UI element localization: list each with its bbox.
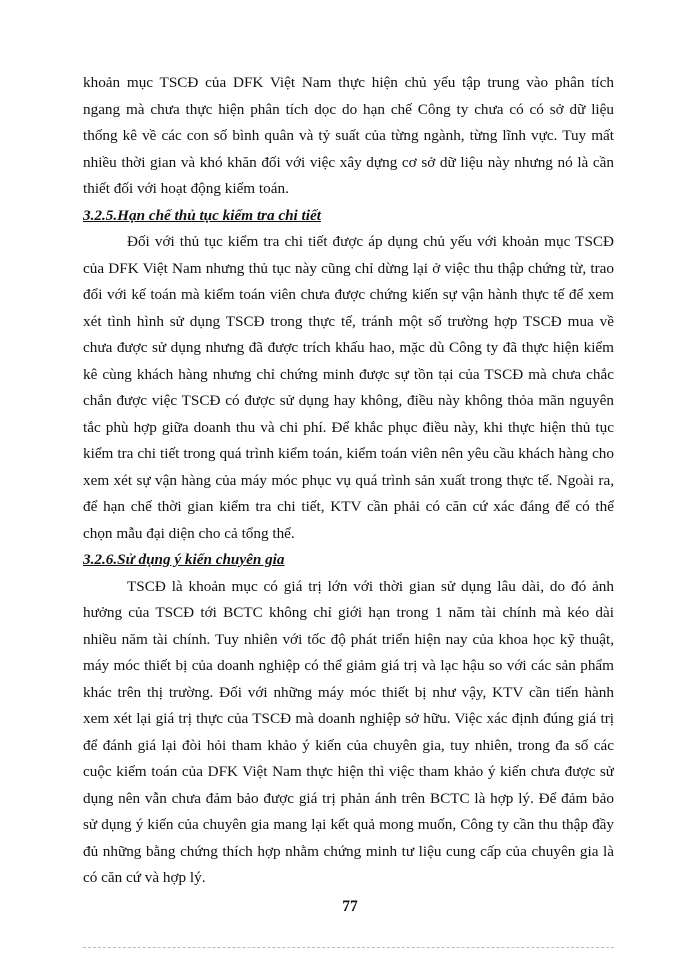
- section-heading-3-2-5: 3.2.5.Hạn chế thủ tục kiểm tra chi tiết: [83, 206, 321, 224]
- paragraph-line: đổi với kế toán mà kiểm toán viên chưa được chứng kiến sự vận hành thực tế để xem: [83, 286, 614, 303]
- section-3-2-6-paragraph: [83, 574, 614, 892]
- section-heading-3-2-6: 3.2.6.Sử dụng ý kiến chuyên gia: [83, 551, 285, 568]
- paragraph-line: kê cùng khách hàng nhưng chỉ chứng minh được sự tồn tại của TSCĐ mà chưa chắc: [83, 365, 614, 383]
- paragraph-line: có căn cứ và hợp lý.: [83, 869, 206, 886]
- paragraph-line: thống kê về các con số bình quân và tỷ suất của từng ngành, từng lĩnh vực. Tuy mất: [83, 127, 614, 144]
- paragraph-line: xem xét lại giá trị thực của TSCĐ mà doanh nghiệp sở hữu. Việc xác định đúng giá trị: [83, 710, 614, 727]
- paragraph-line: máy móc thiết bị của doanh nghiệp có thể giảm giá trị và lạc hậu so với các sản phẩm: [83, 657, 614, 674]
- paragraph-line: Đối với thủ tục kiểm tra chi tiết được áp dụng chủ yếu với khoản mục TSCĐ: [127, 233, 614, 250]
- paragraph-line: nhiều năm tài chính. Tuy nhiên với tốc độ phát triển hiện nay của khoa học kỹ thuật,: [83, 630, 614, 648]
- paragraph-line: khác trên thị trường. Đối với những máy móc thiết bị như vậy, KTV cần tiến hành: [83, 683, 614, 701]
- paragraph-line: khoản mục TSCĐ của DFK Việt Nam thực hiện chủ yếu tập trung vào phân tích: [83, 74, 614, 91]
- paragraph-line: kiểm tra chi tiết trong quá trình kiểm toán, kiểm toán viên nên yêu cầu khách hàng cho: [83, 445, 614, 462]
- paragraph-line: thiết đối với hoạt động kiểm toán.: [83, 180, 289, 197]
- paragraph-line: chưa được sử dụng nhưng đã được trích khấu hao, mặc dù Công ty đã thực hiện kiểm: [83, 339, 614, 356]
- paragraph-line: xét tình hình sử dụng TSCĐ trong thực tế, tránh một số trường hợp TSCĐ mua về: [83, 312, 614, 330]
- section-3-2-5-paragraph: [83, 229, 614, 547]
- intro-paragraph: [83, 70, 614, 203]
- paragraph-line: của DFK Việt Nam nhưng thủ tục này cũng chỉ dừng lại ở việc thu thập chứng từ, trao: [83, 259, 614, 277]
- page-number: 77: [342, 898, 358, 915]
- paragraph-line: tắc phù hợp giữa doanh thu và chi phí. Để khắc phục điều này, khi thực hiện thủ tục: [83, 418, 614, 436]
- paragraph-line: chắn được việc TSCĐ có được sử dụng hay không, điều này không thỏa mãn nguyên: [83, 392, 614, 409]
- paragraph-line: để đánh giá lại đòi hỏi tham khảo ý kiến của chuyên gia, tuy nhiên, trong đa số các: [83, 736, 614, 754]
- paragraph-line: cuộc kiểm toán của DFK Việt Nam thực hiện thì việc tham khảo ý kiến chưa được sử: [83, 763, 614, 780]
- paragraph-line: sử dụng ý kiến của chuyên gia mang lại kết quả mong muốn, Công ty cần thu thập đầy: [83, 816, 614, 833]
- page-content: [83, 70, 614, 892]
- paragraph-line: xem xét sự vận hàng của máy móc phục vụ quá trình sản xuất trong thực tế. Ngoài ra,: [83, 471, 614, 489]
- footer-divider: [83, 947, 614, 948]
- paragraph-line: để hạn chế thời gian kiểm tra chi tiết, KTV cần phải có căn cứ xác đáng để có thể: [83, 498, 614, 515]
- paragraph-line: TSCĐ là khoản mục có giá trị lớn với thời gian sử dụng lâu dài, do đó ảnh: [127, 577, 614, 595]
- paragraph-line: hưởng của TSCĐ tới BCTC không chỉ giới hạn trong 1 năm tài chính mà kéo dài: [83, 604, 614, 621]
- paragraph-line: chọn mẫu đại diện cho cả tổng thể.: [83, 524, 295, 542]
- paragraph-line: nhiều thời gian và khó khăn đối với việc xây dựng cơ sở dữ liệu này nhưng nó là cần: [83, 153, 614, 171]
- paragraph-line: ngang mà chưa thực hiện phân tích dọc do hạn chế Công ty chưa có có sở dữ liệu: [83, 100, 614, 118]
- paragraph-line: dụng nên vẫn chưa đảm bảo được giá trị phản ánh trên BCTC là hợp lý. Để đảm bảo: [83, 789, 614, 807]
- paragraph-line: đủ những bằng chứng thích hợp nhằm chứng minh tư liệu cung cấp của chuyên gia là: [83, 842, 614, 860]
